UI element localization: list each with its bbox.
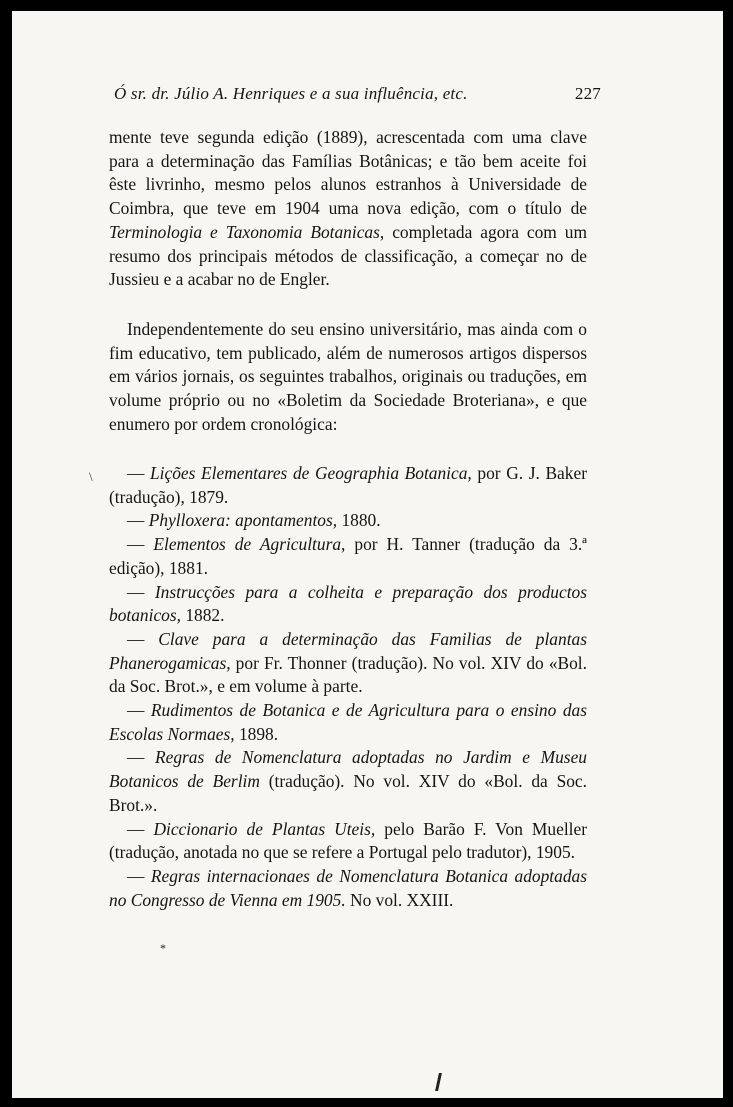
entry-details: pelo Barão F. Von Mueller (tradução, anotada no que se refere a Portugal pelo tradutor), 1905.: [109, 818, 587, 863]
paragraph-1-text-a: mente teve segunda edição (1889), acrescentada com uma clave para a determinação das Famílias Botânicas; e tão bem aceite foi êste livrinho, mesmo pelos alunos estranhos à Universidade de Coimbra, que teve em 1904 uma nova edição, com o título de: [109, 127, 587, 219]
entry-dash: —: [127, 818, 154, 839]
publication-entry: [109, 533, 587, 580]
entry-title: Phylloxera: apontamentos,: [148, 510, 338, 531]
entry-details: 1882.: [180, 605, 225, 626]
running-head: [114, 84, 601, 104]
bottom-ink-mark: [435, 1073, 442, 1091]
running-title: Ó sr. dr. Júlio A. Henriques e a sua influência, etc.: [114, 84, 468, 103]
bottom-asterisk-mark: *: [160, 941, 166, 955]
publication-entry: [109, 509, 587, 533]
book-title-terminologia: Terminologia e Taxonomia Botanicas: [109, 221, 380, 242]
entry-details: (tradução). No vol. XIV do «Bol. da Soc. Brot.».: [109, 771, 588, 815]
entry-title: Rudimentos de Botanica e de Agricultura para o ensino das Escolas Normaes,: [109, 700, 587, 744]
entry-details: por G. J. Baker (tradução), 1879.: [109, 463, 587, 507]
entry-title: Lições Elementares de Geographia Botanica,: [150, 463, 472, 483]
publication-entry: [109, 462, 587, 509]
entry-dash: —: [127, 865, 151, 886]
publication-entry: [109, 818, 587, 865]
entry-details: por Fr. Thonner (tradução). No vol. XIV do «Bol. da Soc. Brot.», e em volume à parte.: [109, 652, 587, 697]
entry-details: 1898.: [234, 723, 279, 744]
paragraph-1-text-b: , completada agora com um resumo dos principais métodos de classificação, a começar no de Jussieu e a acabar no de Engler.: [109, 221, 587, 290]
entry-title: Elementos de Agricultura,: [153, 534, 346, 555]
entry-title: Clave para a determinação das Familias de plantas Phanerogamicas,: [109, 628, 587, 673]
entry-details: 1880.: [337, 510, 381, 531]
paragraph-1: [109, 126, 587, 292]
entry-dash: —: [127, 700, 151, 721]
entry-title: Instrucções para a colheita e preparação dos productos botanicos,: [109, 581, 587, 626]
page-number: 227: [574, 84, 601, 103]
book-page: [12, 11, 723, 1098]
entry-dash: —: [127, 628, 159, 649]
publication-entry: [109, 581, 587, 628]
margin-tick-mark: \: [89, 469, 93, 484]
publication-entry: [109, 865, 587, 912]
publications-list: [109, 462, 587, 912]
entry-title: Regras internacionaes de Nomenclatura Botanica adoptadas no Congresso de Vienna em 1905.: [109, 865, 587, 910]
publication-entry: [109, 699, 587, 746]
paragraph-2: Independentemente do seu ensino universitário, mas ainda com o fim educativo, tem publicado, além de numerosos artigos dispersos em vários jornais, os seguintes trabalhos, originais ou traduções, em volume próprio ou no «Boletim da Sociedade Broteriana», e que enumero por ordem cronológica:: [109, 319, 587, 434]
entry-details: por H. Tanner (tradução da 3.ª edição), 1881.: [109, 534, 587, 578]
entry-dash: —: [127, 463, 151, 483]
entry-details: No vol. XXIII.: [345, 889, 454, 910]
entry-title: Diccionario de Plantas Uteis,: [153, 818, 376, 839]
entry-dash: —: [127, 581, 155, 602]
publication-entry: [109, 628, 587, 699]
entry-dash: —: [127, 510, 149, 531]
entry-dash: —: [127, 747, 155, 768]
entry-dash: —: [127, 534, 154, 555]
entry-title: Regras de Nomenclatura adoptadas no Jardim e Museu Botanicos de Berlim: [109, 747, 587, 792]
publication-entry: [109, 746, 587, 817]
